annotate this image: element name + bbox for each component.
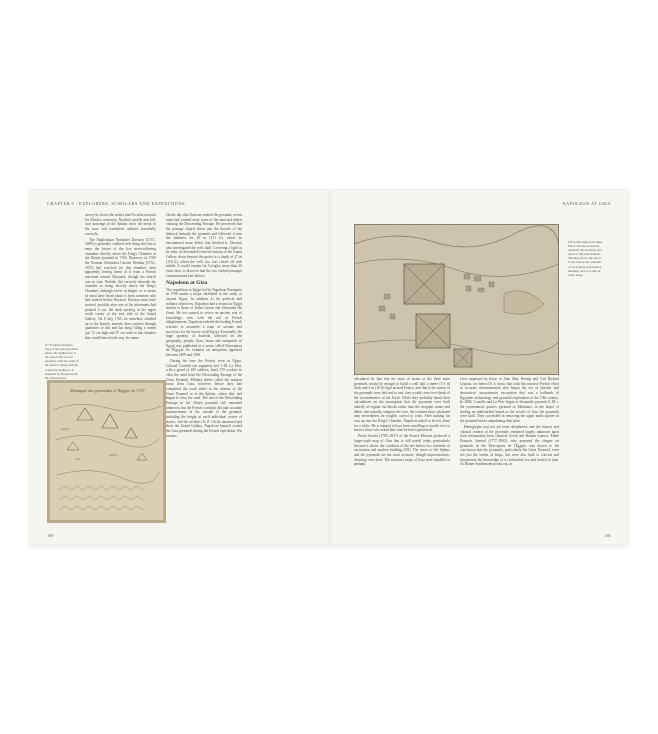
svg-text:Desert: Desert (61, 428, 70, 431)
paragraph: The expedition to Egypt led by Napoleon Bonaparte in 1798 marks a major threshold in the study of ancient Egypt. In addition to his political and military objectives, Napoleon had a vision for Egypt similar to those of Julius Caesar and Alexander the Great. He too wanted to revive an ancient seat of knowledge, now with the aid of French enlightenment. Napoleon ordered the leading French scholars to assemble a team of savants and surveyors for the survey of all Egypt. Eventually, the huge quantity of material collected on the geography, people, flora, fauna and antiquities of Egypt was published in a series called Description de l'Égypte. Its volumes on antiquities appeared between 1809 and 1818. (166, 287, 242, 357)
book-spread (30, 190, 628, 545)
paragraph: Hieroglyphs had not yet been deciphered, and the history and cultural context of the pyramids remained largely unknown apart from information from classical Greek and Roman sources. Edmé François Jomard (1777–1862), who prepared the chapter on pyramids in the Description de l'Égypte, was drawn to the conclusion that the pyramids, particularly the Great Pyramid, were not just the tombs of kings, but were also built to conceal and incorporate the knowledge of a civilization lost and buried in time. As Rainer Stadelmann points out, at (460, 425, 559, 467)
jacotin-map-image (354, 224, 559, 375)
paragraph: even surpassed by those of John Shae Perring and Carl Richard Lepsius, see below) It is ironic that with this massive French effort at accurate documentation also began the era of plunder and destructive, unsystematic excavation that was a hallmark of Egyptian archaeology and pyramid exploration in the 19th century. In 1800, Coutelle and Le Père began to dismantle pyramid G III-c, the westernmost queen's pyramid of Menkaure, in the hopes of finding an undisturbed burial or the secrets of how the pyramids were built. They succeeded in removing the upper north quarter of the pyramid before abandoning their plan. (460, 377, 559, 423)
paragraph: During the time the French were in Egypt, Colonel Coutelle (an engineer) and J.-M. Le Père, with a guard of 100 soldiers, hired 170 workers to clear the sand from the Descending Passage of the Great Pyramid. Military duties called the mission away from Giza, however, before they had completed the work either in the interior of the Great Pyramid or at the Sphinx, where they had begun to clear the sand. The end of the Descending Passage in the Khufu pyramid still remained unknown, but the French scientists did take accurate measurements of the outside of the pyramid, including the height of each individual course of stones, and the architect E.-F. Cécile measured and drew the Grand Gallery. Napoleon himself visited the Giza pyramids during the French expedition. His savants (166, 359, 242, 438)
paragraph: survey he shows the arches that Pococke mistook for Khufu's causeway. Norden's profile and full-face drawings of the Sphinx show the break of the nose and weathered outlines essentially correctly. (85, 213, 156, 236)
left-column-2 (166, 213, 242, 518)
right-column-1 (354, 377, 450, 519)
left-column-1 (85, 213, 156, 375)
left-folio: 180 (47, 533, 54, 538)
svg-text:Sphinx: Sphinx (109, 454, 119, 457)
right-column-2 (460, 377, 559, 519)
paragraph: Pierre Jacotin (1765–1827) of the French Mission produced a larger-scale map of Giza that is still useful today, particularly because it shows the condition of the site before two centuries of excavation and modern building (9.8). The views of the Sphinx and the pyramids are the most accurate, though impressionistic, drawings ever done. The mission's maps of Giza were equalled or perhaps (354, 434, 450, 467)
right-figure-caption: 9.8 In this large-scale map, Pierre Jacotin accurately rendered the locations and relief of the Giza Plateau. The map shows the site as it was before the centuries of excavation and modern building, and so is still of value today. (568, 240, 603, 277)
gutter (328, 190, 332, 545)
right-running-head: NAPOLEON AT GIZA (562, 201, 611, 206)
norden-map-image (47, 380, 166, 523)
section-heading: Napoleon at Giza (166, 280, 208, 287)
paragraph: The Englishman Nathaniel Davison (1737–1809) is generally credited with being the first to enter the lowest of the five stress-relieving chambers directly above the King's Chamber in the Khufu pyramid in 1765. However, in 1760 the German Orientalist Carsten Niebuhr (1733–1815) had searched for this chamber, after apparently having learnt of it from a French merchant named Maynard, though his search was in vain. Niebuhr did correctly describe the chamber as being directly above the King's Chamber, although lower in height, so it seems he must have heard about it from someone who had entered before Davison. Davison must have noticed, possibly after one of his informants had pointed it out, the dark opening in the upper south corner of the east side of the Grand Gallery. On 8 July 1765, he somehow climbed up to the breach, entered, then crawled through quantities of dirt and bat dung filling a tunnel just 72 cm high and 67 cm wide to the chamber that would henceforth carry his name. (85, 237, 156, 340)
jacotin-map-figure (354, 224, 559, 375)
paragraph: On the day that Davison entered the pyramid, recent rains had washed away some of the sand and debris choking the Descending Passage. He perceived that the passage sloped down into the bowels of the bedrock beneath the pyramid and followed it into the darkness for 40 m (131 ft), where he encountered more debris that blocked it. Davison also investigated the well shaft. Lowering a light as he went, he descended from the bottom of the Grand Gallery down beyond the grotto to a depth of 47 m (154 ft), where the well, too, was closed off with rubble. It would remain for Caviglia, more than 50 years later, to discover that the two choked passages communicated (see below). (166, 213, 242, 278)
svg-text:Gize: Gize (75, 458, 81, 461)
left-running-head: CHAPTER 9 / EXPLORERS, SCHOLARS AND EXPEDITIONS (47, 201, 185, 206)
left-figure-caption: 9.7 Frederik Norden's map of the Giza pyramids shows the Sphinx just to the east of the second pyramid, with the wells of the nearby village and the causeway leading to it, sketched by Norden from the Giza plateau. (45, 343, 79, 380)
map-inscription: Montagne des pyramides à l'Egypte de 1737 (70, 388, 145, 393)
paragraph: calculated for him that the mass of stones of the three main pyramids would be enough to build a wall half a metre (1.6 ft) thick and 3 m (10 ft) high around France; and that if the stones of the pyramids were laid end to end, they would cover two-thirds of the circumference of the Earth. While they probably based their calculations on the assumption that the pyramids were built entirely of regular cut blocks rather than the irregular stones and debris that actually comprise the core, the volumes they calculated may nevertheless be roughly correct to scale. After making his way up into the King's Chamber, Napoleon asked to be left alone for a while. He is reputed to have been unwilling or unable ever to answer those who asked him what he had experienced. (354, 377, 450, 433)
norden-map-figure (47, 380, 166, 523)
right-folio: 181 (604, 533, 611, 538)
